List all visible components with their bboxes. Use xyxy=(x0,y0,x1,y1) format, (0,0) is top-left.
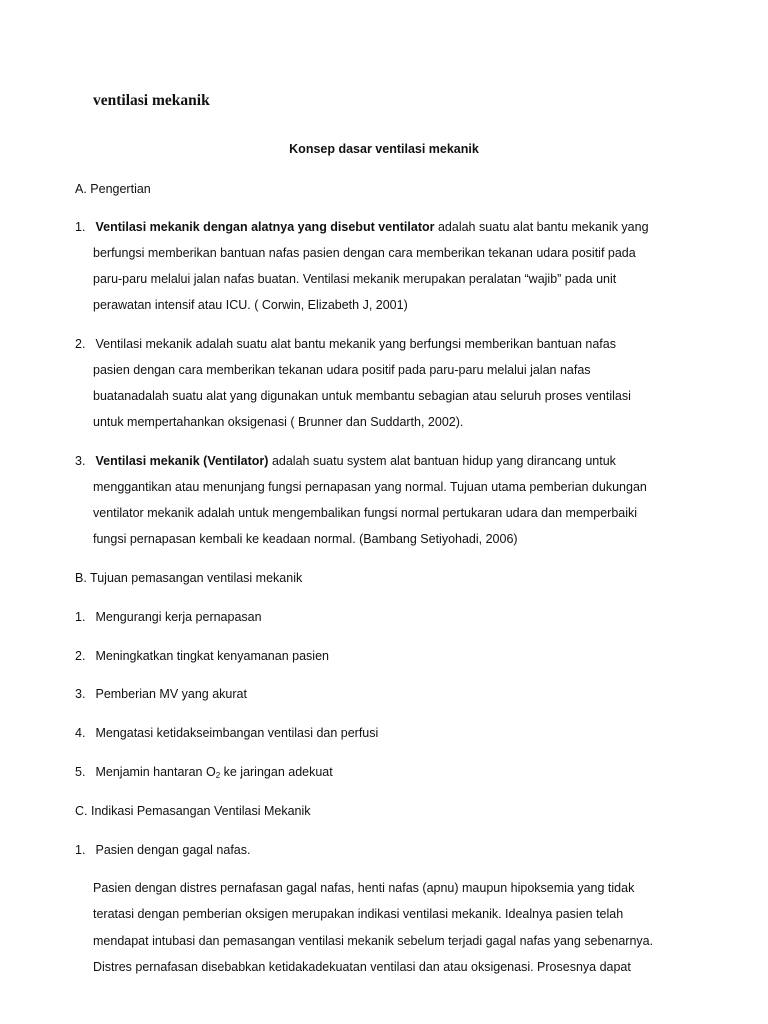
section-b-heading: B. Tujuan pemasangan ventilasi mekanik xyxy=(75,571,303,585)
item-line: berfungsi memberikan bantuan nafas pasien dengan cara memberikan tekanan udara positif pada xyxy=(93,246,636,260)
list-item xyxy=(75,759,695,785)
item-line: ventilator mekanik adalah untuk mengembalikan fungsi normal pertukaran udara dan memperbaiki xyxy=(93,506,638,520)
item-line: paru-paru melalui jalan nafas buatan. Ventilasi mekanik merupakan peralatan “wajib” pada unit xyxy=(93,272,617,286)
item-number: 3. xyxy=(75,687,86,701)
document-title: ventilasi mekanik xyxy=(93,92,210,109)
list-item xyxy=(75,214,695,240)
item-text: Pemberian MV yang akurat xyxy=(95,687,247,701)
list-item xyxy=(75,331,695,357)
item-text: adalah suatu system alat bantuan hidup yang dirancang untuk xyxy=(268,454,616,468)
item-number: 2. xyxy=(75,337,86,351)
item-bold-text: Ventilasi mekanik (Ventilator) xyxy=(95,454,269,468)
item-line: perawatan intensif atau ICU. ( Corwin, Elizabeth J, 2001) xyxy=(93,298,408,312)
paragraph-line: Distres pernafasan disebabkan ketidakadekuatan ventilasi dan atau oksigenasi. Prosesnya dapat xyxy=(93,960,631,974)
item-number: 2. xyxy=(75,649,86,663)
item-number: 4. xyxy=(75,726,86,740)
section-c-heading: C. Indikasi Pemasangan Ventilasi Mekanik xyxy=(75,804,311,818)
item-text: Pasien dengan gagal nafas. xyxy=(95,843,251,857)
item-line: buatanadalah suatu alat yang digunakan untuk membantu sebagian atau seluruh proses ventilasi xyxy=(93,389,631,403)
item-line: fungsi pernapasan kembali ke keadaan normal. (Bambang Setiyohadi, 2006) xyxy=(93,532,518,546)
list-item xyxy=(75,448,695,474)
item-number: 1. xyxy=(75,843,86,857)
item-line: menggantikan atau menunjang fungsi pernapasan yang normal. Tujuan utama pemberian dukungan xyxy=(93,480,647,494)
item-bold-text: Ventilasi mekanik dengan alatnya yang disebut ventilator xyxy=(95,220,435,234)
item-number: 5. xyxy=(75,765,86,779)
item-text: Meningkatkan tingkat kenyamanan pasien xyxy=(95,649,329,663)
section-a-heading: A. Pengertian xyxy=(75,182,151,196)
list-item xyxy=(75,604,695,630)
subscript: 2 xyxy=(215,771,221,780)
item-text: Ventilasi mekanik adalah suatu alat bantu mekanik yang berfungsi memberikan bantuan nafas xyxy=(95,337,616,351)
paragraph-line: Pasien dengan distres pernafasan gagal nafas, henti nafas (apnu) maupun hipoksemia yang tidak xyxy=(93,881,635,895)
item-text: Mengurangi kerja pernapasan xyxy=(95,610,262,624)
item-text: adalah suatu alat bantu mekanik yang xyxy=(434,220,649,234)
item-text: Menjamin hantaran O xyxy=(95,765,216,779)
item-text: ke jaringan adekuat xyxy=(220,765,333,779)
item-text: Mengatasi ketidakseimbangan ventilasi dan perfusi xyxy=(95,726,379,740)
list-item xyxy=(75,681,695,707)
list-item xyxy=(75,643,695,669)
list-item xyxy=(75,720,695,746)
item-line: pasien dengan cara memberikan tekanan udara positif pada paru-paru melalui jalan nafas xyxy=(93,363,591,377)
document-subtitle: Konsep dasar ventilasi mekanik xyxy=(289,142,479,156)
item-number: 1. xyxy=(75,220,86,234)
item-number: 1. xyxy=(75,610,86,624)
paragraph-line: teratasi dengan pemberian oksigen merupakan indikasi ventilasi mekanik. Idealnya pasien telah xyxy=(93,907,624,921)
item-line: untuk mempertahankan oksigenasi ( Brunner dan Suddarth, 2002). xyxy=(93,415,464,429)
paragraph-line: mendapat intubasi dan pemasangan ventilasi mekanik sebelum terjadi gagal nafas yang sebenarnya. xyxy=(93,934,654,948)
list-item xyxy=(75,837,695,863)
item-number: 3. xyxy=(75,454,86,468)
